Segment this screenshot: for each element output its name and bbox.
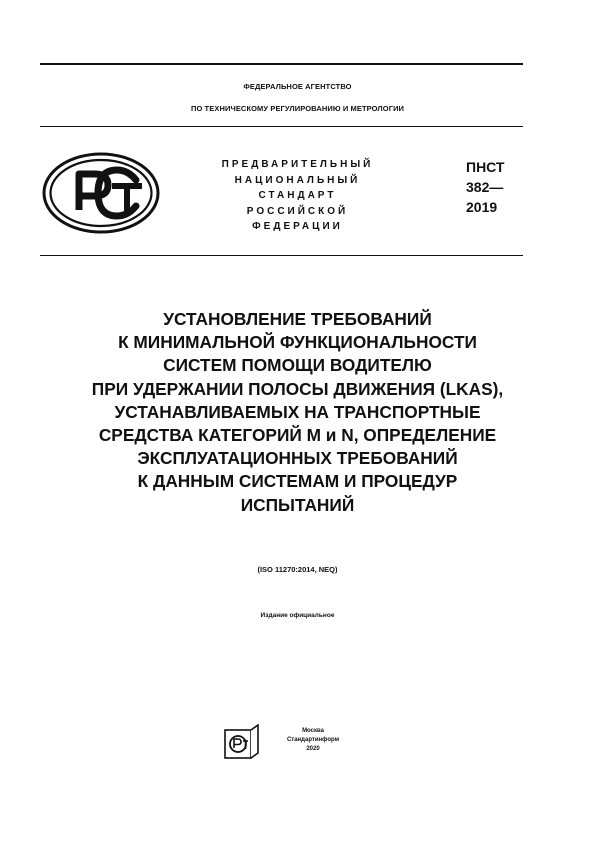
publisher-city: Москва: [302, 728, 324, 734]
publisher-name: Стандартинформ: [286, 737, 340, 743]
publisher-year: 2020: [306, 746, 320, 752]
title-line: СРЕДСТВА КАТЕГОРИЙ М и N, ОПРЕДЕЛЕНИЕ: [98, 425, 497, 446]
agency-line-1: ФЕДЕРАЛЬНОЕ АГЕНТСТВО: [243, 82, 352, 91]
title-line: К МИНИМАЛЬНОЙ ФУНКЦИОНАЛЬНОСТИ: [118, 332, 477, 353]
publisher-imprint: [282, 727, 344, 754]
doc-type-line: ФЕДЕРАЦИИ: [252, 221, 343, 232]
rst-gost-emblem-icon: [42, 152, 160, 234]
doc-type-line: НАЦИОНАЛЬНЫЙ: [234, 174, 361, 186]
doc-number-year: 2019: [466, 199, 498, 215]
agency-line-2: ПО ТЕХНИЧЕСКОМУ РЕГУЛИРОВАНИЮ И МЕТРОЛОГИИ: [190, 104, 405, 113]
title-rule: [40, 255, 523, 256]
top-rule: [40, 63, 523, 65]
iso-reference: (ISO 11270:2014, NEQ): [257, 565, 338, 574]
title-line: К ДАННЫМ СИСТЕМАМ И ПРОЦЕДУР: [137, 471, 458, 492]
edition-note: Издание официальное: [260, 612, 335, 619]
standartinform-logo-icon: [224, 724, 260, 760]
doc-number-prefix: ПНСТ: [466, 159, 505, 175]
title-line: ИСПЫТАНИЙ: [240, 494, 355, 515]
title-line: УСТАНАВЛИВАЕМЫХ НА ТРАНСПОРТНЫЕ: [114, 401, 481, 422]
document-title: [20, 308, 575, 517]
title-line: УСТАНОВЛЕНИЕ ТРЕБОВАНИЙ: [163, 309, 432, 329]
document-number: [466, 157, 505, 217]
title-line: СИСТЕМ ПОМОЩИ ВОДИТЕЛЮ: [163, 355, 432, 376]
header-rule: [40, 126, 523, 127]
doc-type-line: РОССИЙСКОЙ: [246, 205, 349, 217]
doc-type-line: ПРЕДВАРИТЕЛЬНЫЙ: [221, 159, 374, 170]
title-line: ЭКСПЛУАТАЦИОННЫХ ТРЕБОВАНИЙ: [137, 448, 458, 469]
title-line: ПРИ УДЕРЖАНИИ ПОЛОСЫ ДВИЖЕНИЯ (LKAS),: [91, 378, 504, 399]
doc-number-value: 382—: [466, 179, 504, 195]
doc-type-line: СТАНДАРТ: [258, 190, 337, 201]
document-type: [200, 157, 395, 235]
